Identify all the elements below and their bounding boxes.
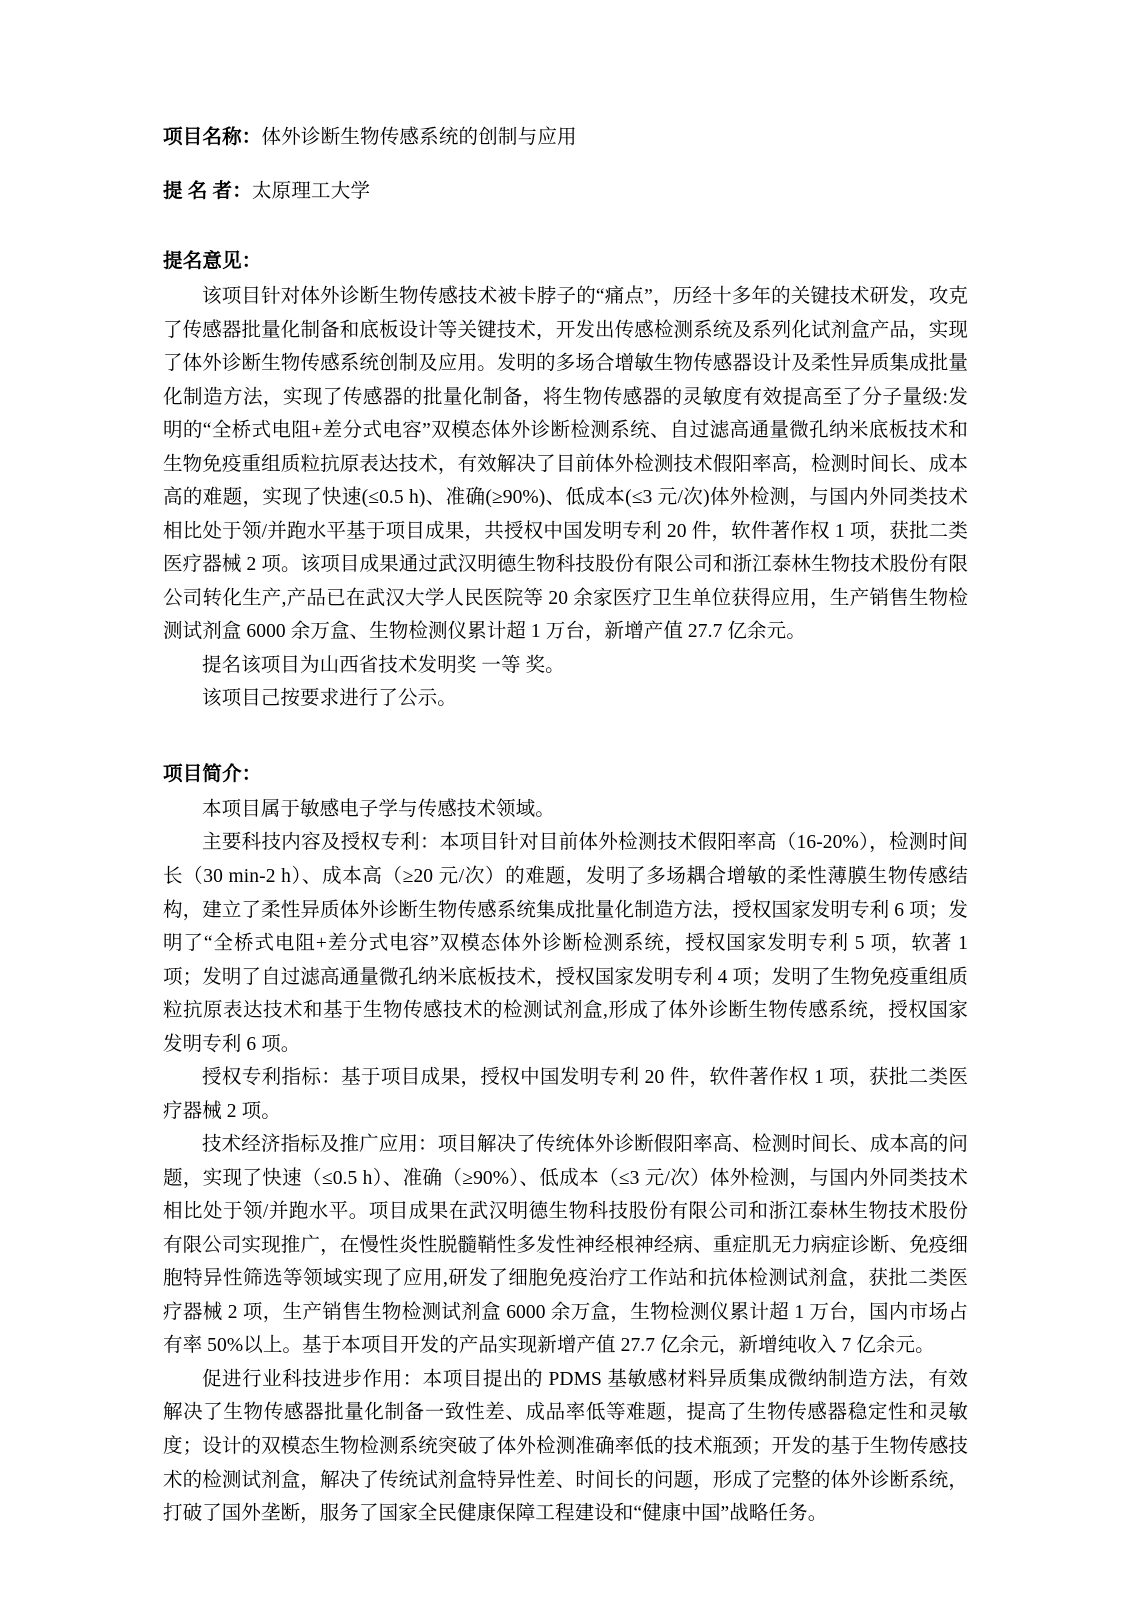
project-summary-paragraph-5: 促进行业科技进步作用：本项目提出的 PDMS 基敏感材料异质集成微纳制造方法，有效解决了生物传感器批量化制备一致性差、成品率低等难题，提高了生物传感器稳定性和灵敏度；设计的双模态生物检测系统突破了体外检测准确率低的技术瓶颈；开发的基于生物传感技术的检测试剂盒，解决了传统试剂盒特异性差、时间长的问题，形成了完整的体外诊断系统，打破了国外垄断，服务了国家全民健康保障工程建设和“健康中国”战略任务。	[163, 1368, 968, 1525]
nomination-opinion-paragraph-2: 提名该项目为山西省技术发明奖 一等 奖。	[202, 654, 565, 676]
project-summary-paragraph-2: 主要科技内容及授权专利：本项目针对目前体外检测技术假阳率高（16-20%），检测时间长（30 min-2 h）、成本高（≥20 元/次）的难题，发明了多场耦合增敏的柔性薄膜生物传感结构，建立了柔性异质体外诊断生物传感系统集成批量化制造方法，授权国家发明专利 6 项；发明了“全桥式电阻+差分式电容”双模态体外诊断检测系统，授权国家发明专利 5 项，软著 1 项；发明了自过滤高通量微孔纳米底板技术，授权国家发明专利 4 项；发明了生物免疫重组质粒抗原表达技术和基于生物传感技术的检测试剂盒,形成了体外诊断生物传感系统，授权国家发明专利 6 项。	[163, 832, 968, 1055]
nominator-label: 提 名 者：	[163, 180, 252, 202]
project-name-value: 体外诊断生物传感系统的创制与应用	[261, 127, 577, 148]
section-title-project-summary: 项目简介：	[163, 763, 262, 785]
project-name-row	[163, 128, 968, 148]
project-summary-paragraph-4: 技术经济指标及推广应用：项目解决了传统体外诊断假阳率高、检测时间长、成本高的问题，实现了快速（≤0.5 h）、准确（≥90%）、低成本（≤3 元/次）体外检测，与国内外同类技术相比处于领/并跑水平。项目成果在武汉明德生物科技股份有限公司和浙江泰林生物技术股份有限公司实现推广，在慢性炎性脱髓鞘性多发性神经根神经病、重症肌无力病症诊断、免疫细胞特异性筛选等领域实现了应用,研发了细胞免疫治疗工作站和抗体检测试剂盒，获批二类医疗器械 2 项，生产销售生物检测试剂盒 6000 余万盒，生物检测仪累计超 1 万台，国内市场占有率 50%以上。基于本项目开发的产品实现新增产值 27.7 亿余元，新增纯收入 7 亿余元。	[163, 1134, 968, 1357]
document-body	[163, 128, 968, 1531]
project-summary-paragraph-1: 本项目属于敏感电子学与传感技术领域。	[202, 798, 555, 820]
nominator-value: 太原理工大学	[251, 180, 371, 202]
project-summary-paragraph-3: 授权专利指标：基于项目成果，授权中国发明专利 20 件，软件著作权 1 项，获批二类医疗器械 2 项。	[163, 1067, 968, 1122]
section-title-nomination-opinion: 提名意见：	[163, 251, 262, 272]
project-name-label: 项目名称：	[163, 127, 262, 148]
nomination-opinion-paragraph-1: 该项目针对体外诊断生物传感技术被卡脖子的“痛点”，历经十多年的关键技术研发，攻克了传感器批量化制备和底板设计等关键技术，开发出传感检测系统及系列化试剂盒产品，实现了体外诊断生物传感系统创制及应用。发明的多场合增敏生物传感器设计及柔性异质集成批量化制造方法，实现了传感器的批量化制备，将生物传感器的灵敏度有效提高至了分子量级:发明的“全桥式电阻+差分式电容”双模态体外诊断检测系统、自过滤高通量微孔纳米底板技术和生物免疫重组质粒抗原表达技术，有效解决了目前体外检测技术假阳率高，检测时间长、成本高的难题，实现了快速(≤0.5 h)、准确(≥90%)、低成本(≤3 元/次)体外检测，与国内外同类技术相比处于领/并跑水平基于项目成果，共授权中国发明专利 20 件，软件著作权 1 项，获批二类医疗器械 2 项。该项目成果通过武汉明德生物科技股份有限公司和浙江泰林生物技术股份有限公司转化生产,产品已在武汉大学人民医院等 20 余家医疗卫生单位获得应用，生产销售生物检测试剂盒 6000 余万盒、生物检测仪累计超 1 万台，新增产值 27.7 亿余元。	[163, 286, 968, 643]
nominator-row	[163, 182, 968, 202]
nomination-opinion-paragraph-3: 该项目己按要求进行了公示。	[202, 688, 457, 710]
